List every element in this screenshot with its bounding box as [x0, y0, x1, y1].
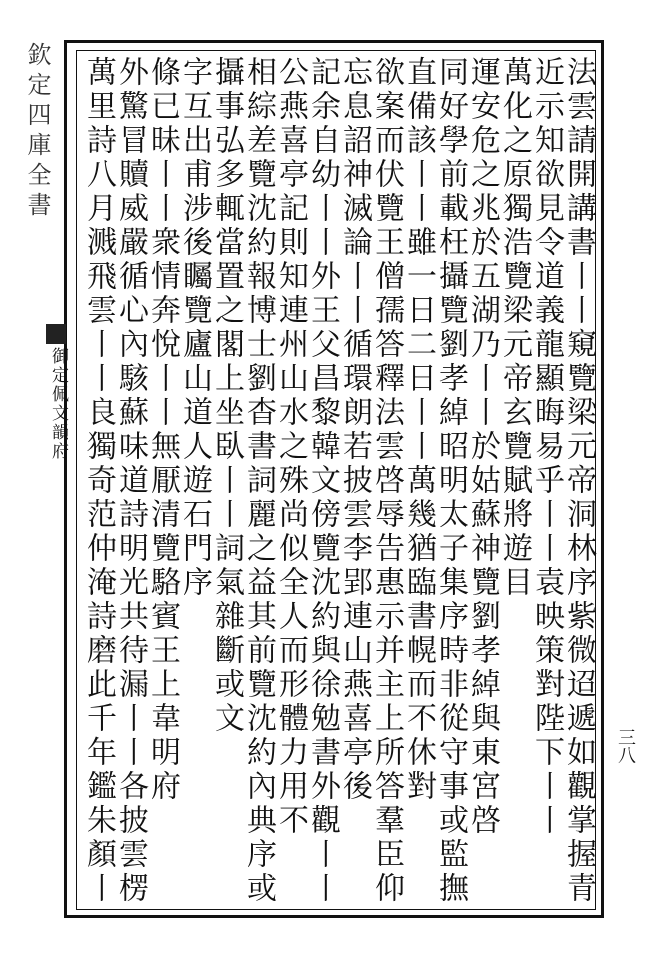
text-column-3: 萬化之原獨浩覽梁元帝玄覽賦將遊目: [497, 56, 532, 600]
text-column-5: 同好學前載枉攝覽劉孝綽昭明太子集序時非從守事或監撫: [433, 56, 468, 906]
margin-column: [16, 42, 68, 542]
text-column-1: 法雲請開講書丨丨窺覽梁元帝洞林序紫微迢遞如觀掌握青: [561, 56, 596, 906]
text-column-4: 運安危之兆於五湖乃丨丨於姑蘇神覽劉孝綽與東宮啓: [465, 56, 500, 838]
text-column-7: 欲案而伏覽王僧孺答釋法雲啓辱告惠示并主上所答羣臣仰: [369, 56, 404, 906]
text-column-2: 近示知欲見令道義龍顯晦易乎丨丨袁映策對陛下丨丨: [529, 56, 564, 838]
text-column-6: 直備該丨丨雖一日二日丨丨萬幾猶臨書幌而不休對: [401, 56, 436, 804]
text-column-15: 外驚冒贖威嚴循心內駭蘇味道詩明光共待漏丨丨各披雲楞: [113, 56, 148, 906]
text-column-16: 萬里詩八月溅飛雲丨丨良獨奇范仲淹詩磨此千年鑑朱顏丨: [81, 56, 116, 906]
text-column-11: 相綜差覽沈約報博士劉杳書詞麗之益其前覽沈約內典序或: [241, 56, 276, 906]
section-title: 御定佩文韻府: [48, 347, 68, 461]
text-column-13: 字互出甫涉後矚覽廬山道人遊石門序: [177, 56, 212, 600]
page-number: 三八: [615, 728, 636, 764]
book-title: 欽定四庫全書: [23, 42, 51, 222]
text-column-14: 條已昧丨丨衆情奔悅丨丨無厭清覽駱賓王上韋明府: [145, 56, 180, 804]
text-column-12: 攝事弘多輒當置之閣上坐臥丨丨詞氣雜斷或文: [209, 56, 244, 736]
text-column-10: 公燕喜亭記則知連州山水之殊尚似全人而形體力用不: [273, 56, 308, 838]
text-column-9: 記余自幼丨丨外王父昌黎韓文傍覽沈約與徐勉書外觀丨丨: [305, 56, 340, 906]
margin-fishtail-mark: [46, 324, 66, 344]
text-column-8: 忘息詔神滅論丨丨循環朗若披雲李郢連山燕喜亭後: [337, 56, 372, 804]
